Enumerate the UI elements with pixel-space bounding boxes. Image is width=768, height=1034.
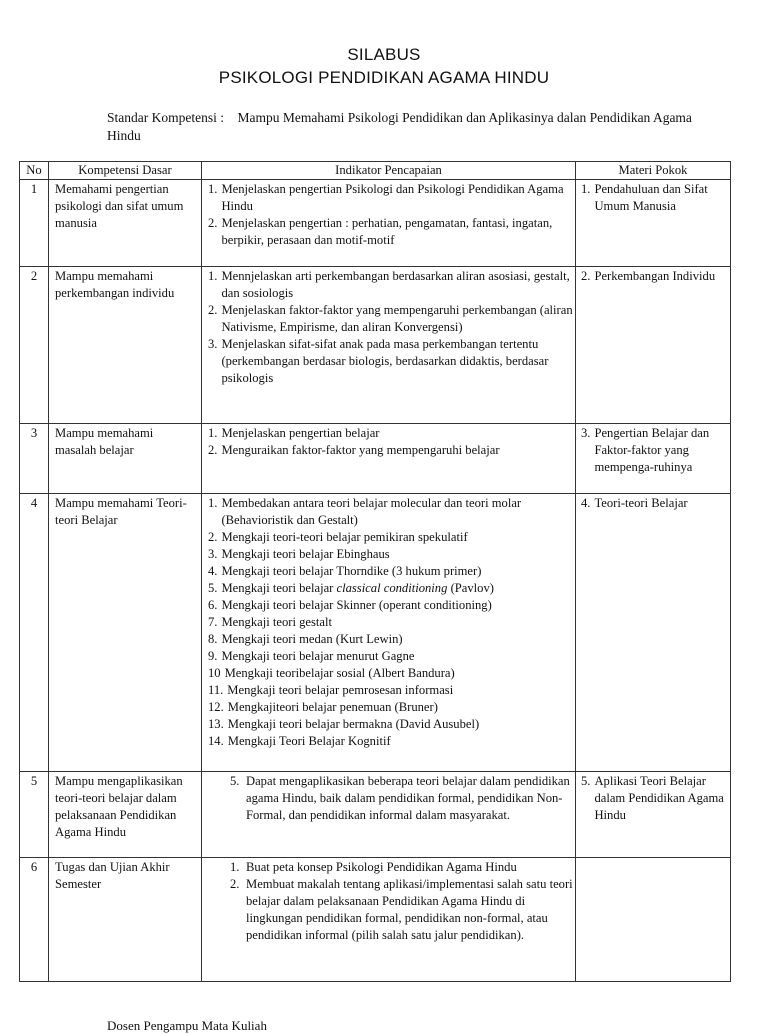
indikator-cell <box>202 772 576 858</box>
list-item: 1. Membedakan antara teori belajar molecular dan teori molar (Behavioristik dan Gestalt) <box>208 496 522 527</box>
table-row <box>20 772 731 858</box>
list-item: 5. Mengkaji teori belajar classical conditioning (Pavlov) <box>208 581 494 595</box>
list-item: 1. Menjelaskan pengertian Psikologi dan Psikologi Pendidikan Agama Hindu <box>208 182 564 213</box>
list-item: 2. Mengkaji teori-teori belajar pemikiran spekulatif <box>208 530 468 544</box>
list-item: 4. Mengkaji teori belajar Thorndike (3 hukum primer) <box>208 564 482 578</box>
column-header-materi: Materi Pokok <box>576 162 731 180</box>
indikator-cell <box>202 494 576 772</box>
row-number: 5 <box>20 772 49 858</box>
table-row <box>20 424 731 494</box>
row-number: 1 <box>20 180 49 267</box>
list-item: 5. Dapat mengaplikasikan beberapa teori belajar dalam pendidikan agama Hindu, baik dalam pendidikan formal, pendidikan Non-Formal, dan pendidikan informal dalam masyarakat. <box>230 774 570 822</box>
materi-cell: 1. Pendahuluan dan Sifat Umum Manusia <box>576 180 731 267</box>
materi-cell: 5. Aplikasi Teori Belajar dalam Pendidikan Agama Hindu <box>576 772 731 858</box>
row-number: 6 <box>20 858 49 982</box>
list-item: 14. Mengkaji Teori Belajar Kognitif <box>208 734 391 748</box>
page-subtitle: PSIKOLOGI PENDIDIKAN AGAMA HINDU <box>218 68 550 87</box>
kompetensi-cell: Mampu memahami perkembangan individu <box>49 267 202 424</box>
indikator-cell <box>202 424 576 494</box>
list-item: 2. Menjelaskan pengertian : perhatian, pengamatan, fantasi, ingatan, berpikir, perasaan dan motif-motif <box>208 216 553 247</box>
kompetensi-cell: Memahami pengertian psikologi dan sifat umum manusia <box>49 180 202 267</box>
list-item: 7. Mengkaji teori gestalt <box>208 615 332 629</box>
table-header-row <box>20 162 731 180</box>
list-item: 1. Buat peta konsep Psikologi Pendidikan Agama Hindu <box>230 860 517 874</box>
kompetensi-cell: Mampu memahami masalah belajar <box>49 424 202 494</box>
list-item: 13. Mengkaji teori belajar bermakna (David Ausubel) <box>208 717 480 731</box>
kompetensi-cell: Mampu mengaplikasikan teori-teori belajar dalam pelaksanaan Pendidikan Agama Hindu <box>49 772 202 858</box>
standar-kompetensi <box>107 109 707 145</box>
table-row <box>20 267 731 424</box>
indikator-cell <box>202 180 576 267</box>
indikator-cell <box>202 267 576 424</box>
standar-text: Mampu Memahami Psikologi Pendidikan dan Aplikasinya dalan Pendidikan Agama Hindu <box>107 110 692 143</box>
column-header-kompetensi: Kompetensi Dasar <box>49 162 202 180</box>
list-item: 2. Menjelaskan faktor-faktor yang mempengaruhi perkembangan (aliran Nativisme, Empirisme, dan aliran Konvergensi) <box>208 303 573 334</box>
column-header-indikator: Indikator Pencapaian <box>202 162 576 180</box>
kompetensi-cell: Tugas dan Ujian Akhir Semester <box>49 858 202 982</box>
standar-label: Standar Kompetensi : <box>107 110 224 125</box>
list-item: 11. Mengkaji teori belajar pemrosesan informasi <box>208 683 454 697</box>
table-row <box>20 180 731 267</box>
syllabus-table <box>19 161 731 982</box>
list-item: 6. Mengkaji teori belajar Skinner (operant conditioning) <box>208 598 492 612</box>
list-item: 3. Mengkaji teori belajar Ebinghaus <box>208 547 390 561</box>
list-item: 8. Mengkaji teori medan (Kurt Lewin) <box>208 632 403 646</box>
materi-cell <box>576 858 731 982</box>
list-item: 1. Mennjelaskan arti perkembangan berdasarkan aliran asosiasi, gestalt, dan sosiologis <box>208 269 570 300</box>
list-item: 9. Mengkaji teori belajar menurut Gagne <box>208 649 415 663</box>
row-number: 2 <box>20 267 49 424</box>
kompetensi-cell: Mampu memahami Teori-teori Belajar <box>49 494 202 772</box>
page-title: SILABUS <box>347 45 421 64</box>
row-number: 4 <box>20 494 49 772</box>
list-item: 2. Menguraikan faktor-faktor yang mempengaruhi belajar <box>208 443 500 457</box>
footer-text: Dosen Pengampu Mata Kuliah <box>107 1018 267 1033</box>
indikator-cell <box>202 858 576 982</box>
table-row <box>20 858 731 982</box>
materi-cell: 3. Pengertian Belajar dan Faktor-faktor yang mempenga-ruhinya <box>576 424 731 494</box>
materi-cell: 2. Perkembangan Individu <box>576 267 731 424</box>
column-header-no: No <box>20 162 49 180</box>
materi-cell: 4. Teori-teori Belajar <box>576 494 731 772</box>
list-item: 2. Membuat makalah tentang aplikasi/implementasi salah satu teori belajar dalam pelaksanaan Pendidikan Agama Hindu di lingkungan pendidikan formal, pendidikan non-formal, atau pendidikan informal (pilih salah satu jalur pendidikan). <box>230 877 573 942</box>
list-item: 1. Menjelaskan pengertian belajar <box>208 426 380 440</box>
list-item: 3. Menjelaskan sifat-sifat anak pada masa perkembangan tertentu (perkembangan berdasar biologis, berdasarkan didaktis, berdasar psikologis <box>208 337 549 385</box>
row-number: 3 <box>20 424 49 494</box>
list-item: 12. Mengkajiteori belajar penemuan (Bruner) <box>208 700 438 714</box>
table-row <box>20 494 731 772</box>
list-item: 10 Mengkaji teoribelajar sosial (Albert Bandura) <box>208 666 455 680</box>
